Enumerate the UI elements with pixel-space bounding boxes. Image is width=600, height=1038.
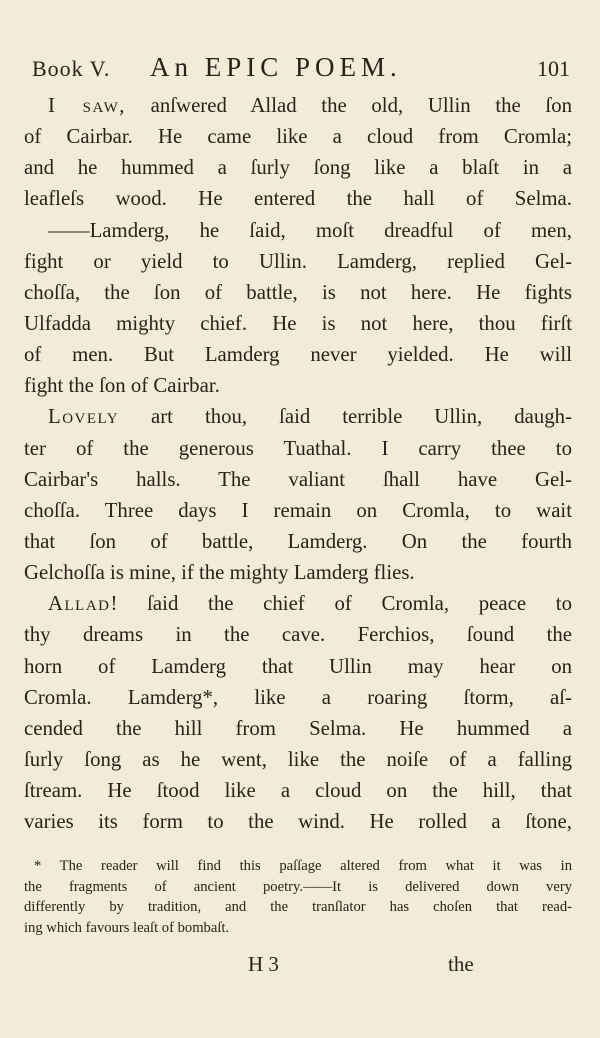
text-line: varies its form to the wind. He rolled a ſtone,: [24, 810, 572, 834]
text-line: that ſon of battle, Lamderg. On the fourth: [24, 529, 572, 553]
text-line: Gelchoſſa is mine, if the mighty Lamderg flies.: [24, 561, 415, 585]
text-line: thy dreams in the cave. Ferchios, ſound the: [24, 623, 572, 647]
text-line: Allad! ſaid the chief of Cromla, peace to: [48, 592, 572, 616]
text-line: ——Lamderg, he ſaid, moſt dreadful of men,: [48, 218, 572, 242]
text-line: of men. But Lamderg never yielded. He will: [24, 343, 572, 367]
lead-word: I saw,: [48, 94, 126, 117]
footnote-line: the fragments of ancient poetry.——It is delivered down very: [24, 878, 572, 895]
paragraph-2: [24, 401, 572, 588]
text-line: ſurly ſong as he went, like the noiſe of a falling: [24, 747, 572, 771]
footnote-line: ing which favours leaſt of bombaſt.: [24, 919, 230, 936]
footnote-line: differently by tradition, and the tranſlator has choſen that read-: [24, 899, 572, 916]
paragraph-1: [24, 90, 572, 401]
text-line: choſſa. Three days I remain on Cromla, to wait: [24, 498, 572, 522]
running-header: [32, 52, 570, 86]
paragraph-3: [24, 588, 572, 837]
text-line: cended the hill from Selma. He hummed a: [24, 716, 572, 740]
footnote-line: * The reader will find this paſſage altered from what it was in: [34, 858, 572, 874]
header-book-number: Book V.: [32, 56, 111, 81]
page-number: 101: [537, 56, 570, 81]
text-line: of Cairbar. He came like a cloud from Cromla;: [24, 125, 572, 149]
text-line: fight the ſon of Cairbar.: [24, 374, 220, 398]
footnote: [24, 856, 572, 938]
text-line: ter of the generous Tuathal. I carry thee to: [24, 436, 572, 460]
text-line: Cromla. Lamderg*, like a roaring ſtorm, aſ-: [24, 685, 572, 709]
text-line: leafleſs wood. He entered the hall of Selma.: [24, 187, 572, 211]
text-line: fight or yield to Ullin. Lamderg, replied Gel-: [24, 249, 572, 273]
text-line: horn of Lamderg that Ullin may hear on: [24, 654, 572, 678]
text-line: Ulfadda mighty chief. He is not here, thou firſt: [24, 311, 572, 335]
signature-mark: H 3: [248, 952, 279, 976]
lead-word: Allad: [48, 592, 111, 616]
text-line: I saw, anſwered Allad the old, Ullin the ſon: [48, 94, 572, 117]
header-title: An EPIC POEM.: [150, 52, 402, 82]
text-line: ſtream. He ſtood like a cloud on the hill, that: [24, 779, 572, 803]
text-line: and he hummed a ſurly ſong like a blaſt in a: [24, 156, 572, 180]
text-line: Lovely art thou, ſaid terrible Ullin, daugh-: [48, 405, 572, 429]
poem-text: [24, 90, 572, 837]
text-line: Cairbar's halls. The valiant ſhall have Gel-: [24, 467, 572, 491]
lead-word: Lovely: [48, 405, 120, 429]
text-line: choſſa, the ſon of battle, is not here. He fights: [24, 280, 572, 304]
catchword: the: [448, 952, 474, 976]
